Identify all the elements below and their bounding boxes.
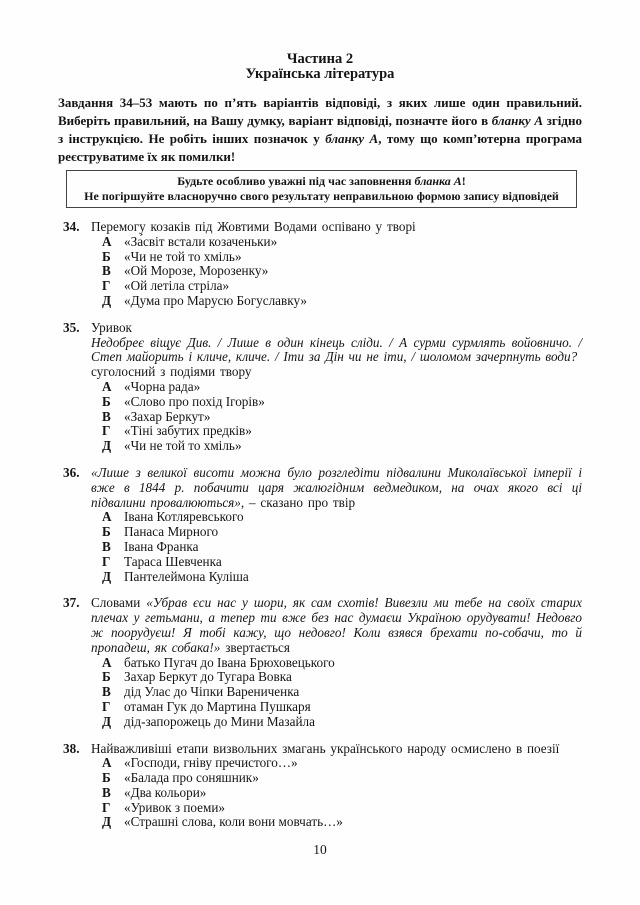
question-stem <box>91 336 582 366</box>
option-Д <box>91 570 582 585</box>
question-stem <box>91 321 582 336</box>
option-text: «Уривок з поеми» <box>124 799 226 815</box>
option-text: «Чорна рада» <box>124 378 201 394</box>
option-text: «Господи, гніву пречистого…» <box>124 755 298 771</box>
instructions-blank-a-ref: бланку А <box>325 131 379 146</box>
option-text: «Чи не той то хміль» <box>124 248 242 264</box>
subject-title: Українська література <box>245 66 395 82</box>
option-Б <box>91 250 582 265</box>
option-letter: Г <box>102 799 111 815</box>
option-Д <box>91 439 582 454</box>
question-stem <box>91 596 582 655</box>
options-list <box>91 656 582 730</box>
option-В <box>91 786 582 801</box>
part-title: Частина 2 <box>286 51 354 67</box>
stem-text: , – сказано про твір <box>240 494 356 510</box>
instructions-paragraph <box>58 94 582 166</box>
option-text: Панаса Мирного <box>124 524 219 540</box>
option-letter: Д <box>102 292 112 308</box>
option-text: «Дума про Марусю Богуславку» <box>124 292 307 308</box>
option-letter: Г <box>102 423 111 439</box>
option-Г <box>91 279 582 294</box>
stem-quote: «Убрав єси нас у шори, як сам схотів! Вивезли ми тебе на своїх старих плечах у гетьмани, а тепер ти вже без нас думаєш Україною орудувати! Недовго ж поорудуєш! Я тобі кажу, що недовго! Коли взявся брехати по-собачи, то й пропадеш, як собака!» <box>91 595 582 655</box>
instructions-text: згідно з інструкцією. Не робіть інших позначок у <box>58 113 582 146</box>
options-list <box>91 380 582 454</box>
options-list <box>91 510 582 584</box>
option-letter: А <box>102 509 112 525</box>
notice-box <box>66 170 577 208</box>
questions-list <box>58 220 582 830</box>
question-35 <box>63 321 582 454</box>
option-letter: А <box>102 378 112 394</box>
option-letter: Б <box>102 393 111 409</box>
question-number: 38. <box>63 740 80 756</box>
option-letter: В <box>102 408 111 424</box>
option-text: «Слово про похід Ігорів» <box>124 393 265 409</box>
option-letter: А <box>102 755 112 771</box>
option-А <box>91 510 582 525</box>
option-text: Пантелеймона Куліша <box>124 568 249 584</box>
option-Б <box>91 525 582 540</box>
stem-quote: Недобреє віщує Див. / Лише в один кінець сліди. / А сурми сурмлять войовничо. / Степ майорить і кличе, кличе. / Іти за Дін чи не іти, / шоломом зачерпнуть води? <box>91 334 582 365</box>
option-Б <box>91 395 582 410</box>
question-number: 36. <box>63 464 80 480</box>
option-А <box>91 235 582 250</box>
option-Г <box>91 700 582 715</box>
stem-text: суголосний з подіями твору <box>91 364 252 380</box>
option-text: Тараса Шевченка <box>124 553 222 569</box>
option-letter: А <box>102 654 112 670</box>
question-stem <box>91 466 582 510</box>
notice-line-1 <box>77 174 566 189</box>
question-36 <box>63 466 582 584</box>
instructions-blank-a-ref: бланку А <box>491 113 544 128</box>
question-number: 34. <box>63 219 80 234</box>
instructions-text: , тому що комп’ютерна програма реєструватиме їх як помилки! <box>58 131 582 164</box>
option-letter: Г <box>102 553 111 569</box>
stem-text: Перемогу козаків під Жовтими Водами оспівано у творі <box>91 219 416 234</box>
option-Г <box>91 555 582 570</box>
option-text: Захар Беркут до Тугара Вовка <box>124 669 292 685</box>
option-text: «Два кольори» <box>124 784 207 800</box>
option-text: Івана Котляревського <box>124 509 244 525</box>
option-Г <box>91 801 582 816</box>
option-letter: Г <box>102 278 111 294</box>
notice-text: Будьте особливо уважні під час заповнення <box>177 174 415 188</box>
option-text: дід-запорожець до Мини Мазайла <box>124 713 315 729</box>
option-letter: Б <box>102 524 111 540</box>
option-letter: Б <box>102 248 111 264</box>
question-number: 35. <box>63 319 80 335</box>
question-number: 37. <box>63 595 80 611</box>
option-А <box>91 756 582 771</box>
notice-blank-a-ref: бланка А <box>414 174 462 188</box>
question-stem <box>91 220 582 235</box>
option-Д <box>91 715 582 730</box>
option-Г <box>91 424 582 439</box>
option-Б <box>91 771 582 786</box>
question-stem <box>91 365 582 380</box>
option-text: «Тіні забутих предків» <box>124 423 252 439</box>
option-Д <box>91 815 582 830</box>
option-В <box>91 264 582 279</box>
option-text: «Ой летіла стріла» <box>124 278 230 294</box>
question-38 <box>63 742 582 831</box>
option-А <box>91 380 582 395</box>
question-34 <box>63 220 582 309</box>
stem-text: Словами <box>91 595 147 611</box>
option-Д <box>91 294 582 309</box>
options-list <box>91 756 582 830</box>
option-text: отаман Гук до Мартина Пушкаря <box>124 698 311 714</box>
option-letter: Д <box>102 438 112 454</box>
option-В <box>91 685 582 700</box>
option-text: «За́світ встали козаченьки» <box>124 233 278 249</box>
option-text: «Балада про соняшник» <box>124 770 259 786</box>
option-letter: Д <box>102 814 112 830</box>
option-text: «Чи не той то хміль» <box>124 438 242 454</box>
option-letter: А <box>102 233 112 249</box>
stem-text: Найважливіші етапи визвольних змагань українського народу осмислено в поезії <box>91 740 560 756</box>
notice-line-2: Не погіршуйте власноручно свого результату неправильною формою запису відповідей <box>84 188 559 203</box>
option-text: «Захар Беркут» <box>124 408 211 424</box>
stem-text: Уривок <box>91 319 132 335</box>
instructions-text: Завдання 34–53 мають по п’ять варіантів відповіді, з яких лише один правильний. Виберіть правильний, на Вашу думку, варіант відповіді, позначте його в <box>58 95 582 128</box>
option-letter: В <box>102 784 111 800</box>
question-37 <box>63 596 582 729</box>
page-number: 10 <box>313 842 327 858</box>
option-В <box>91 540 582 555</box>
question-stem <box>91 742 582 757</box>
option-letter: В <box>102 538 111 554</box>
option-text: батько Пугач до Івана Брюховецького <box>124 654 335 670</box>
option-letter: Д <box>102 568 112 584</box>
notice-text: ! <box>461 174 466 188</box>
option-letter: В <box>102 263 111 279</box>
option-letter: Д <box>102 713 112 729</box>
option-letter: В <box>102 684 111 700</box>
option-text: Івана Франка <box>124 538 199 554</box>
option-А <box>91 656 582 671</box>
option-text: «Ой Морозе, Морозенку» <box>124 263 269 279</box>
option-letter: Г <box>102 698 111 714</box>
option-В <box>91 410 582 425</box>
option-Б <box>91 670 582 685</box>
stem-text: звертається <box>220 639 290 655</box>
option-letter: Б <box>102 770 111 786</box>
options-list <box>91 235 582 309</box>
stem-quote: «Лише з великої висоти можна було розгледіти підвалини Миколаївської імперії і вже в 1844 р. побачити царя жалюгідним ведмедиком, на очах якого всі ці підвалини провалюються» <box>91 464 582 510</box>
option-text: «Страшні слова, коли вони мовчать…» <box>124 814 343 830</box>
option-letter: Б <box>102 669 111 685</box>
option-text: дід Улас до Чіпки Варениченка <box>124 684 300 700</box>
